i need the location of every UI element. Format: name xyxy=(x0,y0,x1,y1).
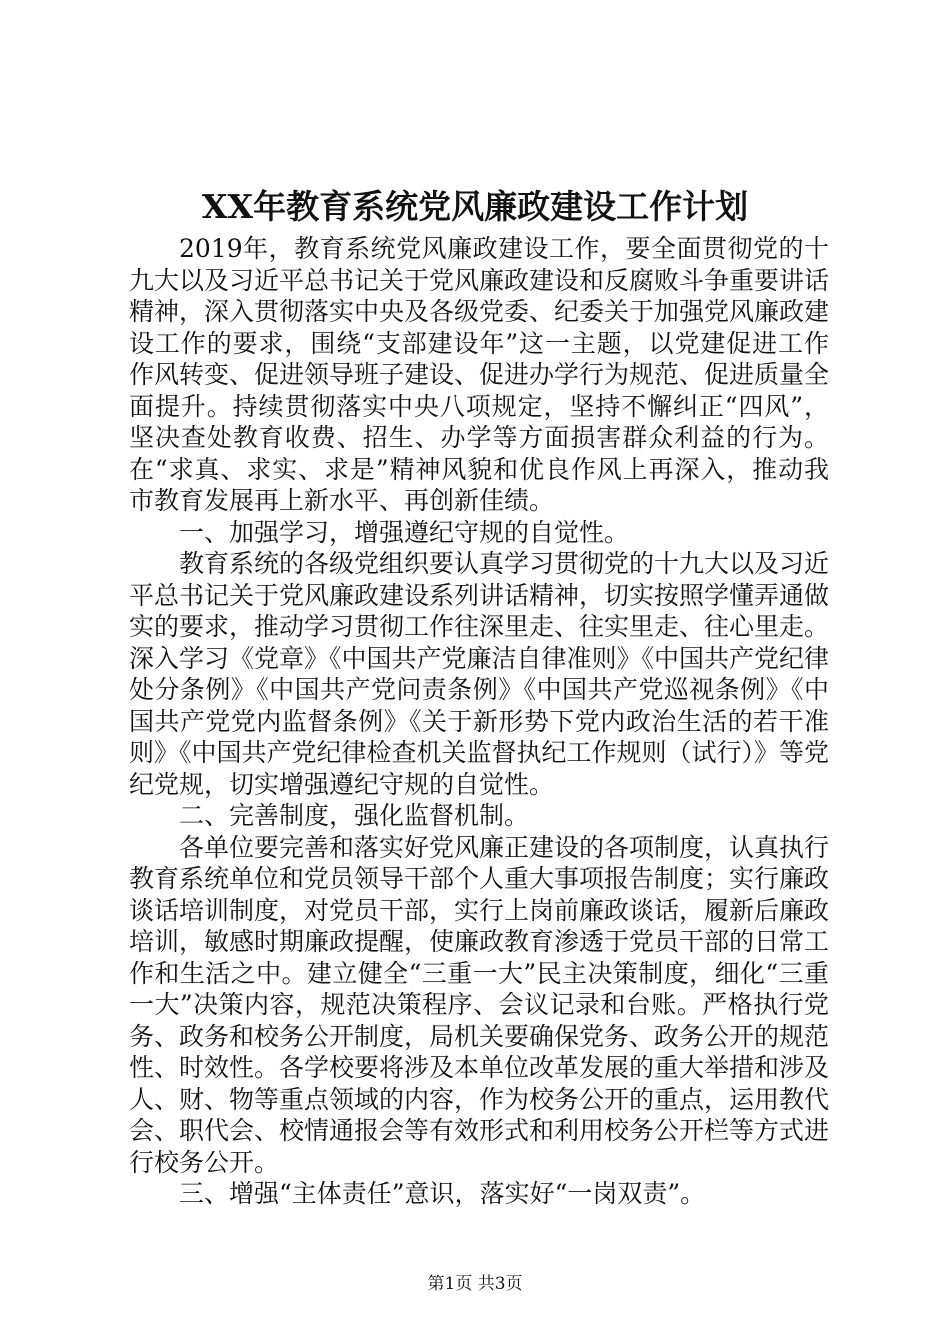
section-heading-2: 二、完善制度，强化监督机制。 xyxy=(179,801,530,830)
paragraph-section-2: 各单位要完善和落实好党风廉正建设的各项制度，认真执行教育系统单位和党员领导干部个人重大事项报告制度；实行廉政谈话培训制度，对党员干部，实行上岗前廉政谈话，履新后廉政培训，敏感时期廉政提醒，使廉政教育渗透于党员干部的日常工作和生活之中。建立健全“三重一大”民主决策制度，细化“三重一大”决策内容，规范决策程序、会议记录和台账。严格执行党务、政务和校务公开制度，局机关要确保党务、政务公开的规范性、时效性。各学校要将涉及本单位改革发展的重大举措和涉及人、财、物等重点领域的内容，作为校务公开的重点，运用教代会、职代会、校情通报会等有效形式和利用校务公开栏等方式进行校务公开。 xyxy=(129,832,830,1177)
document-body xyxy=(129,233,829,1210)
paragraph-intro: 2019年，教育系统党风廉政建设工作，要全面贯彻党的十九大以及习近平总书记关于党风廉政建设和反腐败斗争重要讲话精神，深入贯彻落实中央及各级党委、纪委关于加强党风廉政建设工作的要求，围绕“支部建设年”这一主题，以党建促进工作作风转变、促进领导班子建设、促进办学行为规范、促进质量全面提升。持续贯彻落实中央八项规定，坚持不懈纠正“四风”，坚决查处教育收费、招生、办学等方面损害群众利益的行为。在“求真、求实、求是”精神风貌和优良作风上再深入，推动我市教育发展再上新水平、再创新佳绩。 xyxy=(129,234,830,515)
document-title: XX年教育系统党风廉政建设工作计划 xyxy=(201,187,749,226)
page-footer: 第1页 共3页 xyxy=(427,1274,523,1294)
paragraph-section-1: 教育系统的各级党组织要认真学习贯彻党的十九大以及习近平总书记关于党风廉政建设系列讲话精神，切实按照学懂弄通做实的要求，推动学习贯彻工作往深里走、往实里走、往心里走。深入学习《党章》《中国共产党廉洁自律准则》《中国共产党纪律处分条例》《中国共产党问责条例》《中国共产党巡视条例》《中国共产党党内监督条例》《关于新形势下党内政治生活的若干准则》《中国共产党纪律检查机关监督执纪工作规则（试行）》等党纪党规，切实增强遵纪守规的自觉性。 xyxy=(129,549,830,799)
section-heading-3: 三、增强“主体责任”意识，落实好“一岗双责”。 xyxy=(179,1179,706,1208)
section-heading-1: 一、加强学习，增强遵纪守规的自觉性。 xyxy=(179,517,630,547)
